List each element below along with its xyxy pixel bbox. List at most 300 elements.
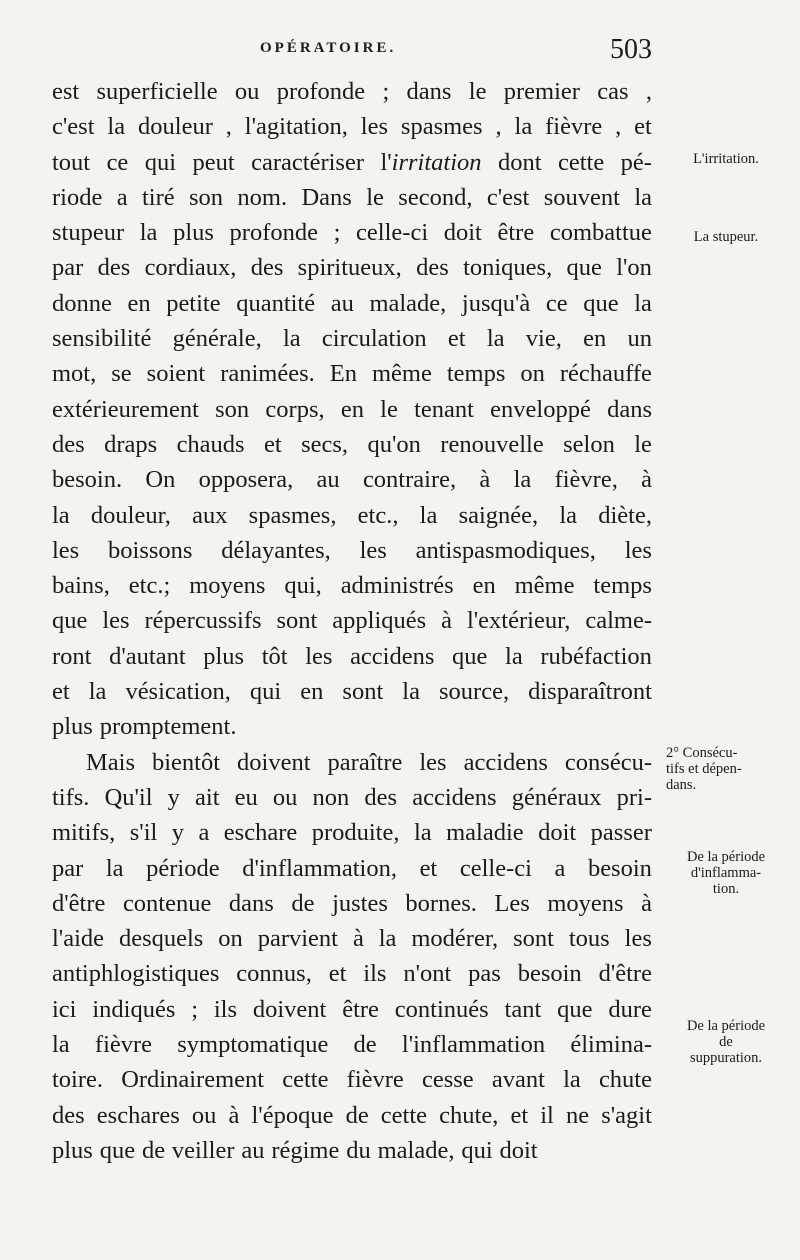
word: à xyxy=(641,466,652,494)
word: par xyxy=(52,854,84,882)
word: se xyxy=(111,360,132,388)
word: les xyxy=(624,536,652,564)
word: doivent xyxy=(252,995,327,1023)
word: les xyxy=(52,536,80,564)
word: la xyxy=(634,289,652,317)
word: tous xyxy=(568,925,610,953)
word: et xyxy=(52,678,70,706)
word: spasmes xyxy=(400,113,483,141)
text-line xyxy=(52,992,652,1027)
word: que xyxy=(452,642,488,670)
margin-note-suppuration xyxy=(660,1018,792,1066)
word: et xyxy=(634,113,652,141)
word: besoin. xyxy=(52,466,123,494)
margin-note-inflammation xyxy=(660,849,792,897)
word: corps, xyxy=(265,395,325,423)
word: son xyxy=(215,395,250,423)
word: élimina- xyxy=(570,1031,652,1059)
text-line xyxy=(52,639,652,674)
word: sensibilité xyxy=(52,325,152,353)
word: cette xyxy=(380,1101,428,1129)
word: l'époque xyxy=(251,1101,334,1129)
text-line xyxy=(52,109,652,144)
word: temps xyxy=(446,360,506,388)
word: à xyxy=(441,607,452,635)
word: la xyxy=(139,219,158,247)
text-line xyxy=(52,321,652,356)
word: eu xyxy=(234,783,258,811)
word: en xyxy=(127,289,151,317)
word: petite xyxy=(166,289,221,317)
word: générale, xyxy=(172,325,262,353)
word: dans xyxy=(406,78,452,105)
word: d'autant xyxy=(109,642,186,670)
word: vésication, xyxy=(125,678,231,706)
text-line xyxy=(52,427,652,462)
word: eschares xyxy=(96,1101,180,1129)
word: l'inflammation xyxy=(401,1031,546,1059)
word: a xyxy=(198,819,210,847)
word: être xyxy=(342,995,379,1023)
word: stupeur xyxy=(52,219,125,247)
text-line xyxy=(52,956,652,991)
word: On xyxy=(145,466,176,494)
word: pas xyxy=(468,960,501,988)
word: dans xyxy=(228,889,274,917)
word: selon xyxy=(563,430,615,458)
text-line xyxy=(52,356,652,391)
word: sont xyxy=(276,607,318,635)
word: tant xyxy=(504,995,542,1023)
text-line xyxy=(52,215,652,250)
word: administrés xyxy=(340,572,454,600)
word: les xyxy=(624,925,652,953)
word: c'est xyxy=(52,113,95,141)
word: l'on xyxy=(616,254,652,282)
word: dont xyxy=(497,148,542,176)
word: antispasmodiques, xyxy=(415,536,596,564)
word: accidens xyxy=(463,748,548,776)
text-line xyxy=(52,462,652,497)
word: cordiaux, xyxy=(144,254,237,282)
text-line xyxy=(52,74,652,109)
word: que xyxy=(52,607,88,635)
word: tifs. xyxy=(52,783,90,811)
word: avant xyxy=(491,1066,545,1094)
word: symptomatique xyxy=(177,1031,329,1059)
text-line xyxy=(52,498,652,533)
text-line xyxy=(52,886,652,921)
word: à xyxy=(352,925,364,953)
word: moyens xyxy=(189,572,266,600)
word: jusqu'à xyxy=(461,289,531,317)
text-line xyxy=(52,533,652,568)
running-title: OPÉRATOIRE. xyxy=(260,40,397,56)
word: ils xyxy=(213,995,238,1023)
word: de xyxy=(141,1136,166,1164)
word: cesse xyxy=(421,1066,474,1094)
text-line xyxy=(52,568,652,603)
word: celle-ci xyxy=(459,854,532,882)
word: peut xyxy=(192,148,235,176)
word: s'agit xyxy=(601,1101,652,1129)
word: la xyxy=(413,819,432,847)
word: eschare xyxy=(223,819,298,847)
word: que xyxy=(99,1136,136,1164)
word: bornes. xyxy=(405,889,477,917)
word: ou xyxy=(234,78,260,105)
text-line xyxy=(52,674,652,709)
word: ranimées. xyxy=(220,360,315,388)
word: ils xyxy=(363,960,387,988)
text-line xyxy=(52,780,652,815)
margin-note-line: 2° Consécu- xyxy=(666,745,738,761)
word: ; xyxy=(382,78,390,105)
word: malade, xyxy=(369,289,447,317)
word: fièvre xyxy=(545,113,603,141)
word: ici xyxy=(52,995,77,1023)
word: , xyxy=(645,78,652,105)
word: la xyxy=(52,1031,70,1059)
word: maladie xyxy=(446,819,524,847)
word: ; xyxy=(191,995,199,1023)
word: spiritueux, xyxy=(297,254,402,282)
word: délayantes, xyxy=(221,536,331,564)
word: du xyxy=(346,1136,371,1164)
margin-note-line: De la période xyxy=(686,849,766,865)
word: chute, xyxy=(439,1101,499,1129)
word: la xyxy=(559,501,578,529)
word: malade, xyxy=(377,1136,455,1164)
word: mot, xyxy=(52,360,97,388)
word: besoin xyxy=(517,960,582,988)
word: cette xyxy=(557,148,605,176)
word: un xyxy=(627,325,652,353)
text-line xyxy=(52,286,652,321)
word: antiphlogistiques xyxy=(52,960,220,988)
word: n'ont xyxy=(403,960,452,988)
word: toire. xyxy=(52,1066,104,1094)
word: a xyxy=(116,183,128,211)
word: ne xyxy=(565,1101,590,1129)
word: quantité xyxy=(236,289,316,317)
word: le xyxy=(634,430,652,458)
word: toniques, xyxy=(463,254,553,282)
word: disparaîtront xyxy=(528,678,652,706)
word: des xyxy=(364,783,398,811)
word: les xyxy=(359,536,387,564)
text-line xyxy=(52,250,652,285)
word: le xyxy=(366,183,384,211)
word: soient xyxy=(146,360,206,388)
word: douleur, xyxy=(90,501,171,529)
text-line xyxy=(52,180,652,215)
word: réchauffe xyxy=(559,360,652,388)
margin-note-line: de xyxy=(719,1034,733,1050)
word: de xyxy=(345,1101,369,1129)
word: la xyxy=(88,678,107,706)
word: ou xyxy=(272,783,298,811)
word: doit xyxy=(499,1136,538,1164)
word: y xyxy=(171,819,185,847)
word: dans xyxy=(607,395,652,423)
word: on xyxy=(218,925,243,953)
word: plus xyxy=(173,219,214,247)
word: la xyxy=(105,854,124,882)
text-line xyxy=(52,709,652,744)
word: Mais xyxy=(86,748,135,776)
word: draps xyxy=(104,430,158,458)
word: en xyxy=(472,572,496,600)
word: l'agitation, xyxy=(244,113,348,141)
word: veiller xyxy=(171,1136,235,1164)
word: généraux xyxy=(511,783,602,811)
word: rubéfaction xyxy=(540,642,652,670)
word: cette xyxy=(282,1066,329,1094)
word: d'être xyxy=(52,889,106,917)
word: fièvre xyxy=(346,1066,404,1094)
word: la xyxy=(486,325,505,353)
word: y xyxy=(167,783,180,811)
word: Les xyxy=(494,889,530,917)
word: a xyxy=(554,854,566,882)
word: même xyxy=(514,572,575,600)
word: aux xyxy=(192,501,228,529)
word: celle-ci xyxy=(356,219,429,247)
word: second, xyxy=(398,183,473,211)
word: etc.; xyxy=(128,572,171,600)
word: ; xyxy=(333,219,341,247)
word: parvient xyxy=(257,925,338,953)
word: donne xyxy=(52,289,112,317)
word: à xyxy=(479,466,491,494)
margin-note-irritation: L'irritation. xyxy=(693,151,759,167)
word: chute xyxy=(598,1066,652,1094)
word: qui, xyxy=(284,572,322,600)
word: la xyxy=(563,1066,581,1094)
word: extérieurement xyxy=(52,395,199,423)
margin-note-line: suppuration. xyxy=(689,1050,763,1066)
word: au xyxy=(316,466,340,494)
word: sont xyxy=(513,925,554,953)
word: est xyxy=(52,78,80,105)
word: tout xyxy=(52,148,91,176)
word: plus xyxy=(52,713,93,741)
word: ce xyxy=(545,289,568,317)
word: ou xyxy=(191,1101,217,1129)
word: qui xyxy=(144,148,177,176)
text-line xyxy=(52,815,652,850)
word: secs, xyxy=(301,430,349,458)
word: combattue xyxy=(549,219,652,247)
word: superficielle xyxy=(96,78,218,105)
word: indiqués xyxy=(92,995,176,1023)
word: desquels xyxy=(118,925,204,953)
word: de xyxy=(291,889,315,917)
word: et xyxy=(510,1101,529,1129)
word: connus, xyxy=(236,960,312,988)
word: ront xyxy=(52,642,92,670)
word: justes xyxy=(332,889,388,917)
word: doivent xyxy=(237,748,311,776)
margin-note-line: d'inflamma- xyxy=(690,865,762,881)
word: tenant xyxy=(414,395,474,423)
word: , xyxy=(495,113,502,141)
word: spasmes, xyxy=(248,501,337,529)
word: par xyxy=(52,254,84,282)
word: et xyxy=(328,960,347,988)
word: il xyxy=(540,1101,554,1129)
word: de xyxy=(353,1031,377,1059)
word: régime xyxy=(271,1136,340,1164)
margin-note-line: tion. xyxy=(712,881,740,897)
word: au xyxy=(330,289,354,317)
word: l'irritation xyxy=(380,148,482,176)
word: fièvre, xyxy=(554,466,618,494)
word: opposera, xyxy=(198,466,294,494)
word: produite, xyxy=(311,819,400,847)
word: tiré xyxy=(141,183,175,211)
word: paraître xyxy=(327,748,403,776)
word: d'inflammation, xyxy=(242,854,397,882)
text-line xyxy=(52,145,652,180)
word: contenue xyxy=(122,889,212,917)
word: la xyxy=(52,501,70,529)
word: appliqués xyxy=(332,607,427,635)
word: des xyxy=(250,254,284,282)
word: être xyxy=(497,219,535,247)
word: chauds xyxy=(176,430,245,458)
word: les xyxy=(360,113,388,141)
word: on xyxy=(520,360,545,388)
word: des xyxy=(52,430,85,458)
word: riode xyxy=(52,183,103,211)
word: consécu- xyxy=(564,748,652,776)
margin-note-line: dans. xyxy=(666,777,697,793)
word: etc., xyxy=(357,501,399,529)
word: qu'on xyxy=(367,430,421,458)
word: pé- xyxy=(620,148,652,176)
word: profonde xyxy=(229,219,318,247)
word: moyens xyxy=(547,889,624,917)
word: besoin xyxy=(587,854,652,882)
word: répercussifs xyxy=(144,607,262,635)
word: la xyxy=(505,642,523,670)
word: son xyxy=(189,183,224,211)
word: douleur xyxy=(138,113,213,141)
word: qui xyxy=(461,1136,493,1164)
word: à xyxy=(228,1101,240,1129)
word: période xyxy=(146,854,220,882)
word: sont xyxy=(342,678,384,706)
word: , xyxy=(225,113,232,141)
word: doit xyxy=(538,819,577,847)
word: accidens xyxy=(412,783,497,811)
word: doit xyxy=(443,219,482,247)
word: calme- xyxy=(585,607,652,635)
word: source, xyxy=(439,678,510,706)
text-line xyxy=(52,1027,652,1062)
text-line xyxy=(52,921,652,956)
word: enveloppé xyxy=(490,395,591,423)
page-header xyxy=(52,34,652,68)
text-line xyxy=(52,745,652,780)
word: qui xyxy=(249,678,282,706)
word: saignée, xyxy=(458,501,539,529)
word: contraire, xyxy=(362,466,457,494)
word: temps xyxy=(593,572,652,600)
word: et xyxy=(419,854,438,882)
word: En xyxy=(329,360,357,388)
word: la xyxy=(402,678,420,706)
margin-note-line: De la période xyxy=(686,1018,766,1034)
margin-note-line: tifs et dépen- xyxy=(666,761,742,777)
word: vie, xyxy=(525,325,562,353)
word: à xyxy=(641,889,652,917)
word: en xyxy=(340,395,364,423)
word: s'il xyxy=(129,819,158,847)
word: plus xyxy=(52,1136,93,1164)
word: circulation xyxy=(321,325,427,353)
word: le xyxy=(468,78,487,105)
word: renouvelle xyxy=(440,430,544,458)
margin-note-stupeur: La stupeur. xyxy=(693,229,759,245)
word: non xyxy=(312,783,350,811)
word: et xyxy=(264,430,282,458)
body-text xyxy=(52,74,652,1168)
word: les xyxy=(419,748,447,776)
word: bientôt xyxy=(152,748,221,776)
word: passer xyxy=(590,819,652,847)
text-line xyxy=(52,1098,652,1133)
word: des xyxy=(97,254,131,282)
word: Ordinairement xyxy=(121,1066,265,1094)
word: caractériser xyxy=(251,148,364,176)
word: l'aide xyxy=(52,925,105,953)
word: accidens xyxy=(350,642,435,670)
word: tôt xyxy=(261,642,288,670)
word: ce xyxy=(106,148,129,176)
word: diète, xyxy=(598,501,652,529)
word: la xyxy=(634,183,652,211)
word: la xyxy=(107,113,126,141)
word: la xyxy=(419,501,438,529)
word: bains, xyxy=(52,572,110,600)
word: promptement. xyxy=(99,713,237,741)
margin-note-consecutifs xyxy=(666,745,776,793)
word: les xyxy=(102,607,130,635)
text-line xyxy=(52,603,652,638)
word: premier xyxy=(503,78,580,105)
word: et xyxy=(447,325,466,353)
word: la xyxy=(282,325,301,353)
word: Dans xyxy=(301,183,352,211)
word: souvent xyxy=(543,183,620,211)
word: le xyxy=(380,395,398,423)
word: plus xyxy=(203,642,245,670)
word: c'est xyxy=(486,183,530,211)
word: mitifs, xyxy=(52,819,116,847)
word: boissons xyxy=(108,536,193,564)
word: la xyxy=(514,113,533,141)
word: dure xyxy=(608,995,652,1023)
word: que xyxy=(557,995,593,1023)
word: en xyxy=(583,325,607,353)
word: pri- xyxy=(616,783,652,811)
word: en xyxy=(300,678,324,706)
word: l'extérieur, xyxy=(466,607,571,635)
word: d'être xyxy=(598,960,652,988)
